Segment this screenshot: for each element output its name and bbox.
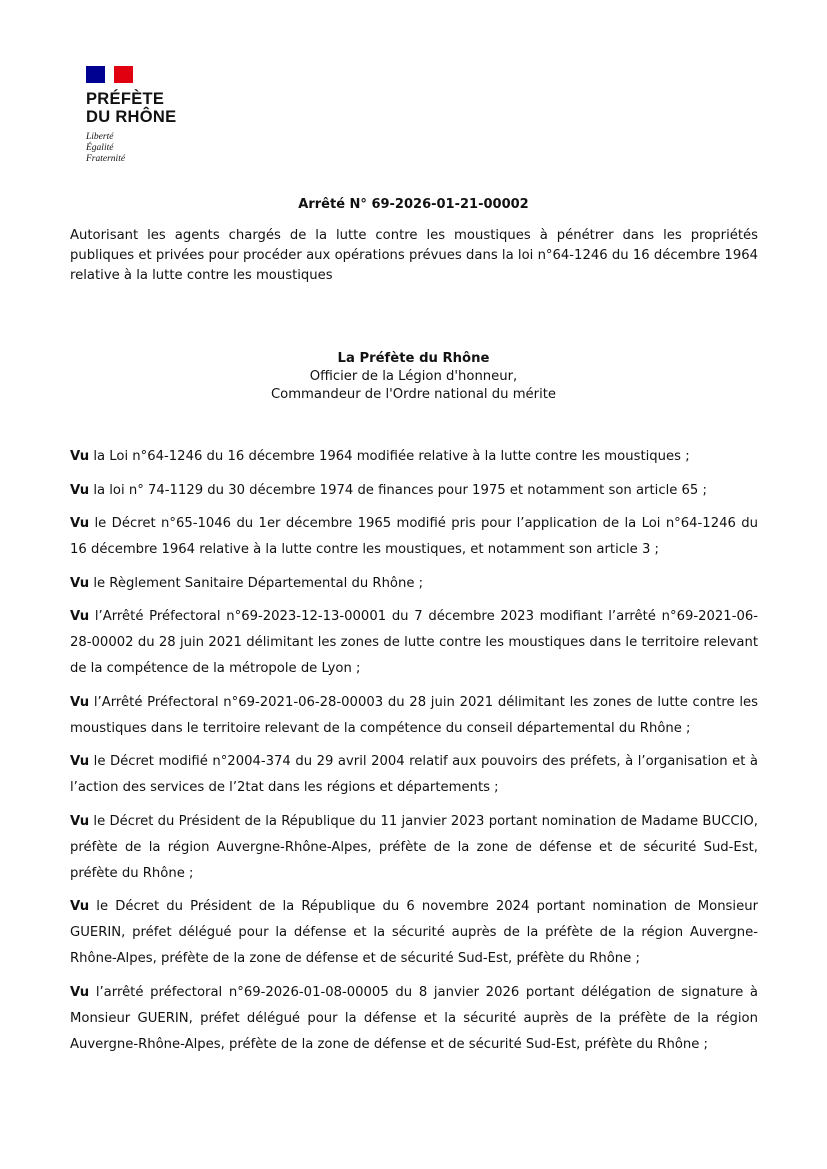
visa-text: l’Arrêté Préfectoral n°69-2021-06-28-00003 du 28 juin 2021 délimitant les zones de lutte contre les moustiques dans le territoire relevant de la compétence du conseil départemental du Rhône ; <box>70 694 758 736</box>
visa-text: le Règlement Sanitaire Départemental du Rhône ; <box>93 575 424 591</box>
french-flag-icon <box>86 66 133 83</box>
visa-paragraph <box>70 690 758 742</box>
visa-text: la Loi n°64-1246 du 16 décembre 1964 modifiée relative à la lutte contre les moustiques ; <box>93 449 690 464</box>
visa-paragraph <box>70 571 758 597</box>
visa-label: Vu <box>70 609 90 624</box>
visa-label: Vu <box>70 694 90 710</box>
visa-paragraph <box>70 478 758 504</box>
visa-paragraph <box>70 511 758 563</box>
prefecture-logo <box>86 66 176 165</box>
signatory-title: Commandeur de l'Ordre national du mérite <box>270 387 557 402</box>
institution-name <box>86 90 176 126</box>
visa-text: le Décret modifié n°2004-374 du 29 avril 2004 relatif aux pouvoirs des préfets, à l’organisation et à l’action des services de l’2tat dans les régions et départements ; <box>70 754 758 795</box>
visa-paragraph <box>70 980 758 1058</box>
visa-text: le Décret n°65-1046 du 1er décembre 1965 modifié pris pour l’application de la Loi n°64-1246 du 16 décembre 1964 relative à la lutte contre les moustiques, et notamment son article 3 ; <box>70 516 758 557</box>
visa-label: Vu <box>70 899 90 914</box>
motto-fraternite: Fraternité <box>86 154 126 164</box>
visas-list <box>70 444 758 1065</box>
decree-subject: Autorisant les agents chargés de la lutte contre les moustiques à pénétrer dans les propriétés publiques et privées pour procéder aux opérations prévues dans la loi n°64-1246 du 16 décembre 1964 relative à la lutte contre les moustiques <box>70 228 758 283</box>
visa-paragraph <box>70 894 758 972</box>
visa-paragraph <box>70 444 758 470</box>
visa-label: Vu <box>70 482 90 498</box>
visa-text: le Décret du Président de la République du 6 novembre 2024 portant nomination de Monsieur GUERIN, préfet délégué pour la défense et la sécurité auprès de la préfète de la région Auvergne-Rhône-Alpes, préfète de la zone de défense et de sécurité Sud-Est, préfète du Rhône ; <box>70 899 758 966</box>
visa-label: Vu <box>70 449 90 464</box>
visa-label: Vu <box>70 813 90 829</box>
motto-egalite: Égalité <box>86 143 114 153</box>
signatory-name: La Préfète du Rhône <box>337 351 490 366</box>
institution-line-2: DU RHÔNE <box>86 108 177 126</box>
signatory-block <box>0 350 827 404</box>
decree-title: Arrêté N° 69-2026-01-21-00002 <box>298 197 529 212</box>
republic-motto <box>86 132 176 165</box>
visa-text: le Décret du Président de la République du 11 janvier 2023 portant nomination de Madame BUCCIO, préfète de la région Auvergne-Rhône-Alpes, préfète de la zone de défense et de sécurité Sud-Est, préfète du Rhône ; <box>70 813 758 881</box>
visa-label: Vu <box>70 575 90 591</box>
visa-paragraph <box>70 809 758 887</box>
visa-text: l’Arrêté Préfectoral n°69-2023-12-13-00001 du 7 décembre 2023 modifiant l’arrêté n°69-2021-06-28-00002 du 28 juin 2021 délimitant les zones de lutte contre les moustiques dans le territoire relevant de la compétence de la métropole de Lyon ; <box>70 609 758 676</box>
signatory-title: Officier de la Légion d'honneur, <box>309 369 518 384</box>
visa-label: Vu <box>70 754 90 769</box>
institution-line-1: PRÉFÈTE <box>86 90 165 108</box>
visa-text: la loi n° 74-1129 du 30 décembre 1974 de finances pour 1975 et notamment son article 65 ; <box>93 482 707 498</box>
motto-liberte: Liberté <box>86 132 114 142</box>
visa-paragraph <box>70 749 758 801</box>
visa-label: Vu <box>70 984 90 1000</box>
visa-label: Vu <box>70 516 90 531</box>
visa-paragraph <box>70 604 758 682</box>
visa-text: l’arrêté préfectoral n°69-2026-01-08-00005 du 8 janvier 2026 portant délégation de signature à Monsieur GUERIN, préfet délégué pour la défense et la sécurité auprès de la préfète de la région Auvergne-Rhône-Alpes, préfète de la zone de défense et de sécurité Sud-Est, préfète du Rhône ; <box>70 984 758 1052</box>
